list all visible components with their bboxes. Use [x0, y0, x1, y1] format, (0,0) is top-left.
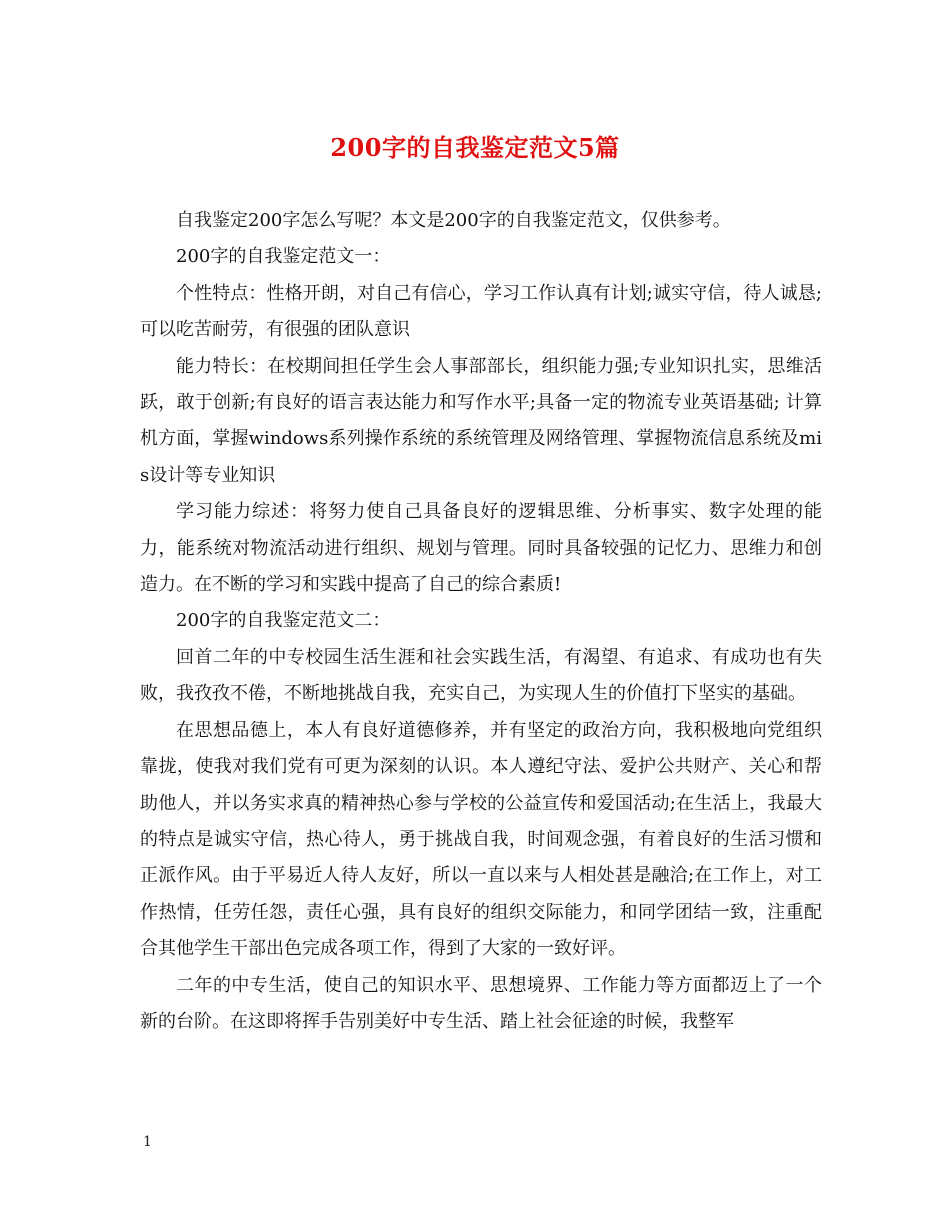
paragraph: 二年的中专生活，使自己的知识水平、思想境界、工作能力等方面都迈上了一个新的台阶。在这即将挥手告别美好中专生活、踏上社会征途的时候，我整军: [140, 974, 822, 1032]
paragraph: 学习能力综述：将努力使自己具备良好的逻辑思维、分析事实、数字处理的能力，能系统对物流活动进行组织、规划与管理。同时具备较强的记忆力、思维力和创造力。在不断的学习和实践中提高了自己的综合素质!: [140, 501, 822, 596]
paragraph: 回首二年的中专校园生活生涯和社会实践生活，有渴望、有追求、有成功也有失败，我孜孜不倦，不断地挑战自我，充实自己，为实现人生的价值打下坚实的基础。: [140, 646, 822, 705]
paragraph: 能力特长：在校期间担任学生会人事部部长，组织能力强;专业知识扎实，思维活跃，敢于创新;有良好的语言表达能力和写作水平;具备一定的物流专业英语基础; 计算机方面，掌握windows系列操作系统的系统管理及网络管理、掌握物流信息系统及mis设计等专业知识: [140, 355, 822, 486]
section-heading: 200字的自我鉴定范文一：: [176, 246, 391, 268]
paragraph: 在思想品德上，本人有良好道德修养，并有坚定的政治方向，我积极地向党组织靠拢，使我对我们党有可更为深刻的认识。本人遵纪守法、爱护公共财产、关心和帮助他人，并以务实求真的精神热心参与学校的公益宣传和爱国活动;在生活上，我最大的特点是诚实守信，热心待人，勇于挑战自我，时间观念强，有着良好的生活习惯和正派作风。由于平易近人待人友好，所以一直以来与人相处甚是融洽;在工作上，对工作热情，任劳任怨，责任心强，具有良好的组织交际能力，和同学团结一致，注重配合其他学生干部出色完成各项工作，得到了大家的一致好评。: [140, 719, 822, 960]
paragraph: 个性特点：性格开朗，对自己有信心，学习工作认真有计划;诚实守信，待人诚恳;可以吃苦耐劳，有很强的团队意识: [140, 282, 822, 341]
document-body: [140, 203, 822, 1040]
document-title: 200字的自我鉴定范文5篇: [330, 133, 620, 162]
section-heading: 200字的自我鉴定范文二：: [176, 610, 391, 632]
page-number: 1: [143, 1134, 152, 1150]
paragraph: 自我鉴定200字怎么写呢？本文是200字的自我鉴定范文，仅供参考。: [176, 210, 731, 231]
